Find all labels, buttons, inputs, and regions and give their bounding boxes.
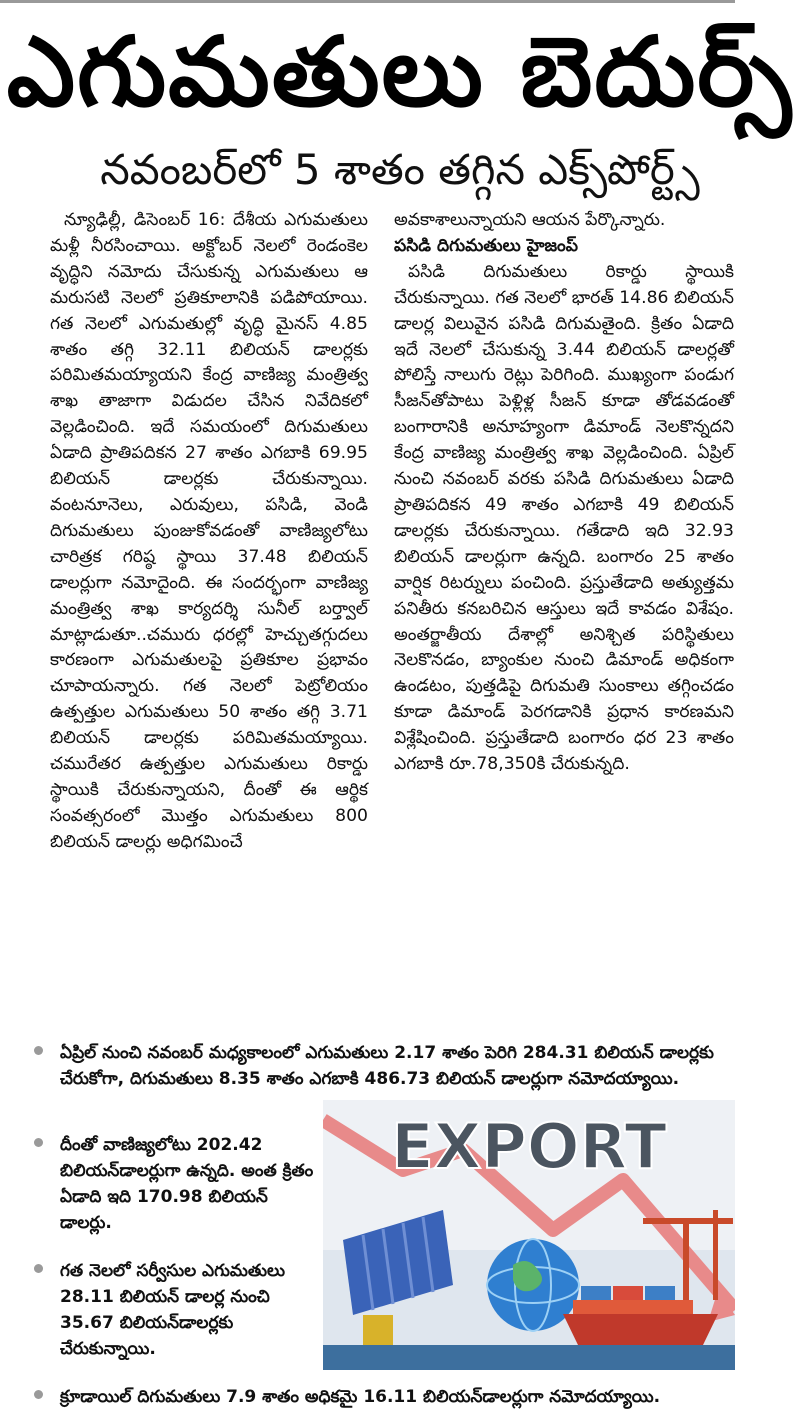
bullet-text: క్రూడాయిల్ దిగుమతులు 7.9 శాతం అధికమై 16.11 బిలియన్‌డాలర్లుగా నమోదయ్యాయి. (60, 1387, 661, 1407)
top-rule (0, 0, 735, 3)
bullet-dot-icon (34, 1046, 43, 1055)
export-illustration (323, 1100, 735, 1370)
column-2-text: పసిడి దిగుమతులు రికార్డు స్థాయికి చేరుకున్నాయి. గత నెలలో భారత్ 14.86 బిలియన్ డాలర్ల విలువైన పసిడి దిగుమతైంది. క్రితం ఏడాది ఇదే నెలలో చేసుకున్న 3.44 బిలియన్ డాలర్లతో పోలిస్తే నాలుగు రెట్లు పెరిగింది. ముఖ్యంగా పండుగ సీజన్‌తోపాటు పెళ్లిళ్ల సీజన్ కూడా తోడవడంతో బంగారానికి అనూహ్యంగా డిమాండ్ నెలకొన్నదని కేంద్ర వాణిజ్య మంత్రిత్వ శాఖ వెల్లడించింది. ఏప్రిల్ నుంచి నవంబర్ వరకు పసిడి దిగుమతులు ఏడాది ప్రాతిపదికన 49 శాతం ఎగబాకి 49 బిలియన్ డాలర్లకు చేరుకున్నాయి. గతేడాది ఇది 32.93 బిలియన్ డాలర్లుగా ఉన్నది. బంగారం 25 శాతం వార్షిక రిటర్నులు పంచింది. ప్రస్తుతేడాది అత్యుత్తమ పనితీరు కనబరిచిన ఆస్తులు ఇదే కావడం విశేషం. అంతర్జాతీయ దేశాల్లో అనిశ్చిత పరిస్థితులు నెలకొనడం, బ్యాంకుల నుంచి డిమాండ్ అధికంగా ఉండటం, పుత్తడిపై దిగుమతి సుంకాలు తగ్గించడం కూడా డిమాండ్ పెరగడానికి ప్రధాన కారణమని విశ్లేషించింది. ప్రస్తుతేడాది బంగారం ధర 23 శాతం ఎగబాకి రూ.78,350కి చేరుకున్నది. (394, 261, 734, 775)
article-column-1 (50, 208, 368, 856)
column-1-text: న్యూఢిల్లీ, డిసెంబర్ 16: దేశీయ ఎగుమతులు మళ్లీ నీరసించాయి. అక్టోబర్ నెలలో రెండంకెల వృద్ధిని నమోదు చేసుకున్న ఎగుమతులు ఆ మరుసటి నెలలో ప్రతికూలానికి పడిపోయాయి. గత నెలలో ఎగుమతుల్లో వృద్ధి మైనస్ 4.85 శాతం తగ్గి 32.11 బిలియన్ డాలర్లకు పరిమితమయ్యాయని కేంద్ర వాణిజ్య మంత్రిత్వ శాఖ తాజాగా విడుదల చేసిన నివేదికలో వెల్లడించింది. ఇదే సమయంలో దిగుమతులు ఏడాది ప్రాతిపదికన 27 శాతం ఎగబాకి 69.95 బిలియన్ డాలర్లకు చేరుకున్నాయి. వంటనూనెలు, ఎరువులు, పసిడి, వెండి దిగుమతులు పుంజుకోవడంతో వాణిజ్యలోటు చారిత్రక గరిష్ఠ స్థాయి 37.48 బిలియన్ డాలర్లుగా నమోదైంది. ఈ సందర్భంగా వాణిజ్య మంత్రిత్వ శాఖ కార్యదర్శి సునీల్ బర్త్వాల్ మాట్లాడుతూ..చమురు ధరల్లో హెచ్చుతగ్గుదలు కారణంగా ఎగుమతులపై ప్రతికూల ప్రభావం చూపాయన్నారు. గత నెలలో పెట్రోలియం ఉత్పత్తుల ఎగుమతులు 50 శాతం తగ్గి 3.71 బిలియన్ డాలర్లకు పరిమితమయ్యాయి. చమురేతర ఉత్పత్తుల ఎగుమతులు రికార్డు స్థాయికి చేరుకున్నాయని, దీంతో ఈ ఆర్థిక సంవత్సరంలో మొత్తం ఎగుమతులు 800 బిలియన్ డాలర్లు అధిగమించే (50, 210, 368, 852)
column-2-continuation: అవకాశాలున్నాయని ఆయన పేర్కొన్నారు. (394, 210, 666, 230)
bullet-text: దీంతో వాణిజ్యలోటు 202.42 బిలియన్‌డాలర్లుగా ఉన్నది. అంత క్రితం ఏడాది ఇది 170.98 బిలియన్ డాలర్లు. (60, 1135, 314, 1233)
bullet-text: ఏప్రిల్ నుంచి నవంబర్ మధ్యకాలంలో ఎగుమతులు 2.17 శాతం పెరిగి 284.31 బిలియన్ డాలర్లకు చేరుకోగా, దిగుమతులు 8.35 శాతం ఎగబాకి 486.73 బిలియన్ డాలర్లుగా నమోదయ్యాయి. (60, 1043, 714, 1089)
bullet-dot-icon (34, 1390, 43, 1399)
column-2-subheading: పసిడి దిగుమతులు హైజంప్ (394, 235, 578, 256)
article-column-2 (394, 208, 734, 778)
bullet-dot-icon (34, 1264, 43, 1273)
photo-label: EXPORT (391, 1110, 667, 1183)
bullet-text: గత నెలలో సర్వీసుల ఎగుమతులు 28.11 బిలియన్ డాలర్ల నుంచి 35.67 బిలియన్‌డాలర్లకు చేరుకున్నాయి. (60, 1261, 285, 1359)
subheadline: నవంబర్‌లో 5 శాతం తగ్గిన ఎక్స్‌పోర్ట్స్ (100, 145, 700, 194)
export-photo (323, 1100, 735, 1370)
headline: ఎగుమతులు బెదుర్స్ (6, 16, 794, 128)
bullet-dot-icon (34, 1138, 43, 1147)
